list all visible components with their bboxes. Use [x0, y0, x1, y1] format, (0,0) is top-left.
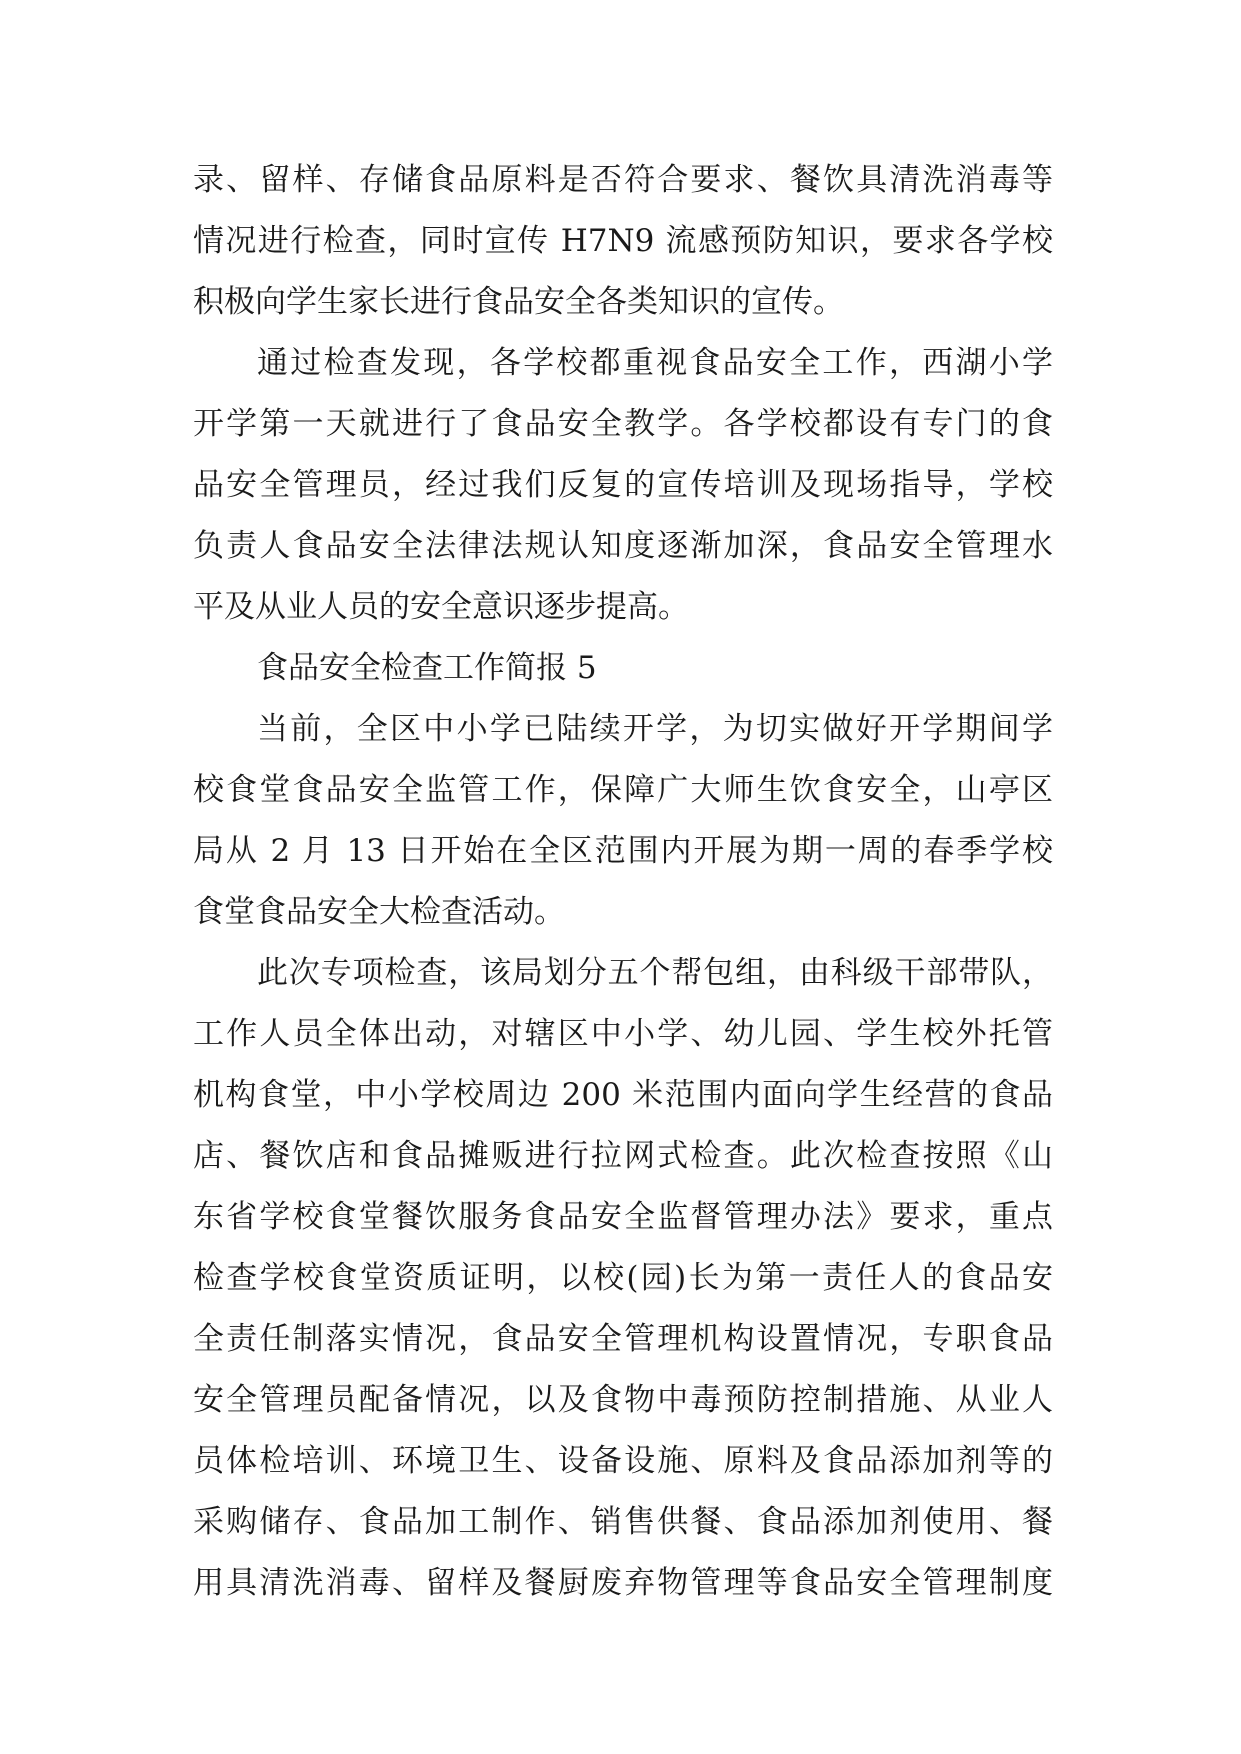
paragraph-first-line: 通过检查发现，各学校都重视食品安全工作，西湖小学 [257, 345, 1053, 381]
body-text-line: 开学第一天就进行了食品安全教学。各学校都设有专门的食 [193, 406, 1053, 442]
document-body [193, 150, 1053, 1614]
body-text-line: 情况进行检查，同时宣传 H7N9 流感预防知识，要求各学校 [193, 223, 1053, 259]
body-text-line: 检查学校食堂资质证明，以校(园)长为第一责任人的食品安 [193, 1260, 1053, 1296]
body-text-line: 局从 2 月 13 日开始在全区范围内开展为期一周的春季学校 [193, 833, 1053, 869]
body-text-line: 录、留样、存储食品原料是否符合要求、餐饮具清洗消毒等 [193, 162, 1053, 198]
body-text-line: 全责任制落实情况，食品安全管理机构设置情况，专职食品 [193, 1321, 1053, 1357]
body-text-line: 食堂食品安全大检查活动。 [193, 894, 565, 930]
body-text-line: 机构食堂，中小学校周边 200 米范围内面向学生经营的食品 [193, 1077, 1053, 1113]
body-text-line: 采购储存、食品加工制作、销售供餐、食品添加剂使用、餐 [193, 1504, 1053, 1540]
body-text-line: 东省学校食堂餐饮服务食品安全监督管理办法》要求，重点 [193, 1199, 1053, 1235]
body-text-line: 积极向学生家长进行食品安全各类知识的宣传。 [193, 284, 844, 320]
body-text-line: 平及从业人员的安全意识逐步提高。 [193, 589, 689, 625]
section-heading: 食品安全检查工作简报 5 [257, 650, 597, 686]
body-text-line: 校食堂食品安全监管工作，保障广大师生饮食安全，山亭区 [193, 772, 1053, 808]
body-text-line: 负责人食品安全法律法规认知度逐渐加深，食品安全管理水 [193, 528, 1053, 564]
body-text-line: 用具清洗消毒、留样及餐厨废弃物管理等食品安全管理制度 [193, 1565, 1053, 1601]
body-text-line: 店、餐饮店和食品摊贩进行拉网式检查。此次检查按照《山 [193, 1138, 1053, 1174]
paragraph-first-line: 当前，全区中小学已陆续开学，为切实做好开学期间学 [257, 711, 1053, 747]
body-text-line: 工作人员全体出动，对辖区中小学、幼儿园、学生校外托管 [193, 1016, 1053, 1052]
body-text-line: 员体检培训、环境卫生、设备设施、原料及食品添加剂等的 [193, 1443, 1053, 1479]
body-text-line: 品安全管理员，经过我们反复的宣传培训及现场指导，学校 [193, 467, 1053, 503]
paragraph-first-line: 此次专项检查，该局划分五个帮包组，由科级干部带队， [257, 955, 1053, 991]
body-text-line: 安全管理员配备情况，以及食物中毒预防控制措施、从业人 [193, 1382, 1053, 1418]
